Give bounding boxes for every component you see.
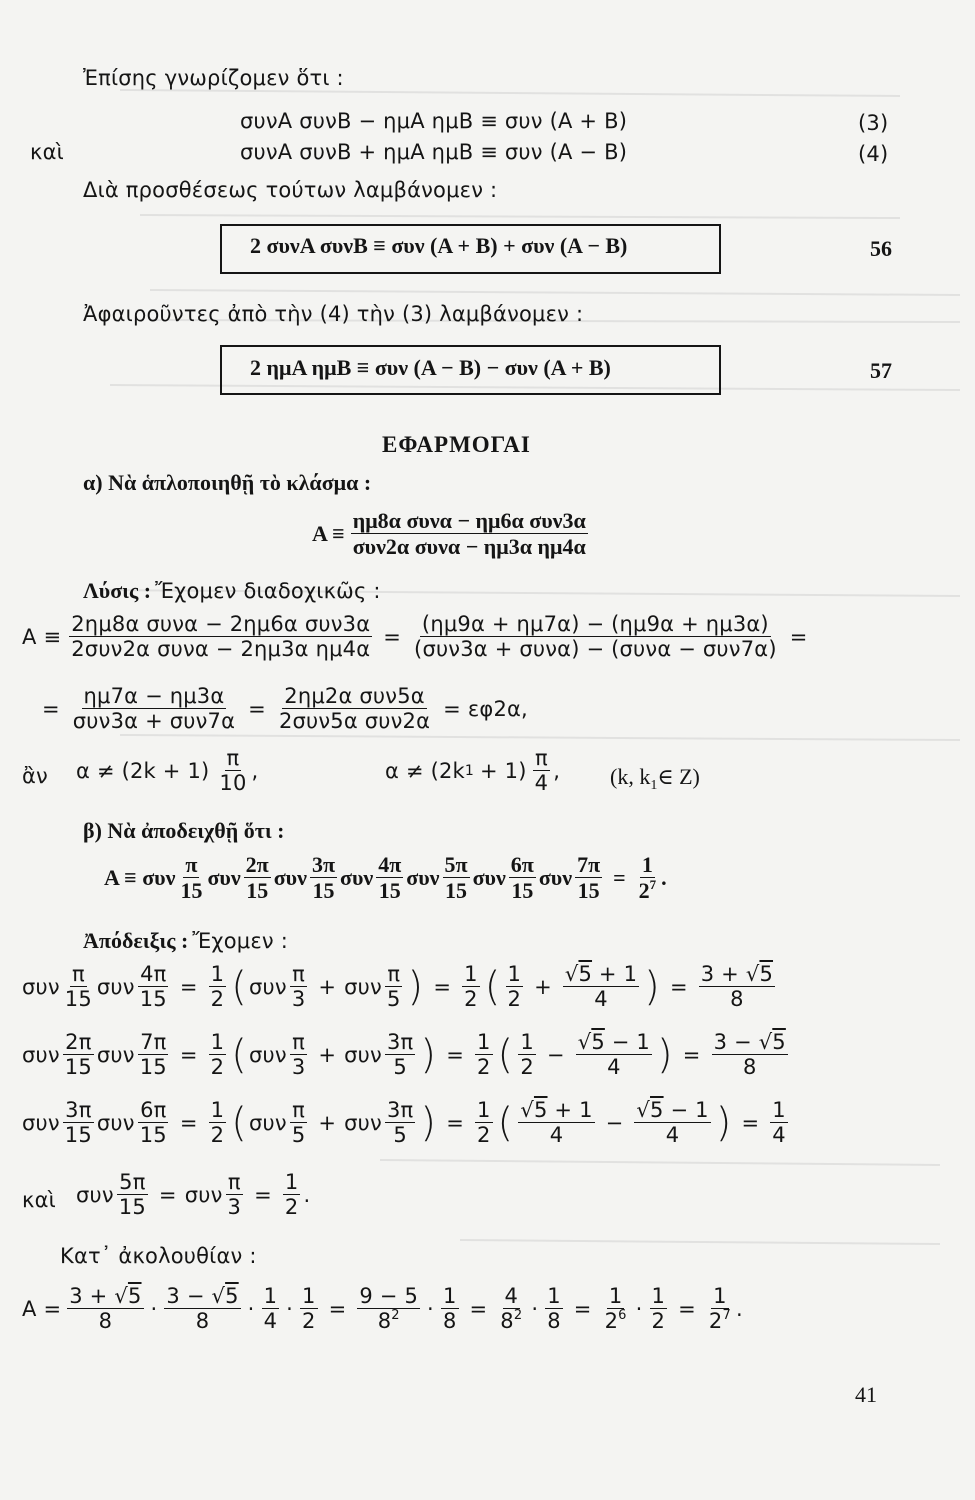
equation-number-3: (3) <box>858 111 889 135</box>
page-number: 41 <box>855 1382 877 1407</box>
a-numerator: ημ8α συνα − ημ6α συν3α <box>352 508 586 533</box>
proof-eq-1: συν $\frac{\pi}{15}$ συν $\frac{4\pi}{15}$ = $\frac{1}{2}$ ( συν $\frac{\pi}{3}$ + συν $\frac{\pi}{5}$ ) = $\frac{1}{2}$ ( $\frac{1}{2}$ + $\frac{√5 + 1}{4}$ ) = $\frac{3 + √5}{8}$ <box>22 962 774 1012</box>
step4-denominator: 2συν5α συν2α <box>278 709 431 734</box>
step3-denominator: συν3α + συν7α <box>72 709 236 734</box>
formula-number-56: 56 <box>870 236 892 261</box>
section-title: ΕΦΑΡΜΟΓΑΙ <box>382 432 531 457</box>
step1-fraction <box>69 612 372 661</box>
part-a-heading: α) Νὰ ἁπλοποιηθῇ τὸ κλάσμα : <box>83 470 372 495</box>
identity-4: συνΑ συνΒ + ημΑ ημΒ ≡ συν (Α − Β) <box>240 140 628 164</box>
an-word: ἂν <box>22 764 48 788</box>
final-product: Α = $\frac{3 + √5}{8}$ · $\frac{3 - √5}{8}$ · $\frac{1}{4}$ · $\frac{1}{2}$ = $\frac{9 - 5}{8^2}$ · $\frac{1}{8}$ = $\frac{4}{8^2}$ · $\frac{1}{8}$ = $\frac{1}{2^6}$ · $\frac{1}{2}$ = $\frac{1}{2^7}$ . <box>22 1284 743 1334</box>
condition-2: α ≠ (2k 1 + 1) $\frac{\pi}{4}$ , <box>385 746 561 796</box>
proof-label: Ἀπόδειξις : <box>83 928 189 953</box>
a-fraction <box>351 508 588 560</box>
a-lhs: Α ≡ <box>312 520 345 546</box>
equation-number-4: (4) <box>858 142 889 166</box>
step-row-1: Α ≡ $\frac{\text{2ημ8α συνα − 2ημ6α συν3α}}{\text{2συν2α συνα − 2ημ3α ημ4α}}$ = $\frac{(\eta\mu 9\alpha + \eta\mu 7\alpha) - (\eta\mu 9\alpha + \eta\mu 3\alpha)}{\text{(συν3α + συνα) − (συνα − συν7α)}}$ = <box>22 612 808 662</box>
kai-word: καὶ <box>30 140 64 164</box>
proof-text: Ἔχομεν : <box>192 929 288 953</box>
formula-57: 2 ημΑ ημΒ ≡ συν (Α − Β) − συν (Α + Β) <box>250 355 611 380</box>
step1-denominator: 2συν2α συνα − 2ημ3α ημ4α <box>71 637 371 662</box>
step-row-2: = $\frac{\eta\mu 7\alpha - \eta\mu 3\alpha}{\text{συν3α + συν7α}}$ = $\frac{\text{2ημ2α συν5α}}{\text{2συν5α συν2α}}$ = εφ2α, <box>42 684 528 734</box>
proof-eq-4: συν $\frac{5\pi}{15}$ = συν $\frac{\pi}{3}$ = $\frac{1}{2}$ . <box>76 1170 311 1220</box>
step4-numerator: 2ημ2α συν5α <box>284 684 425 708</box>
identity-3: συνΑ συνΒ − ημΑ ημΒ ≡ συν (Α + Β) <box>240 109 628 133</box>
proof-eq-2: συν $\frac{2\pi}{15}$ συν $\frac{7\pi}{15}$ = $\frac{1}{2}$ ( συν $\frac{\pi}{3}$ + συν $\frac{3\pi}{5}$ ) = $\frac{1}{2}$ ( $\frac{1}{2}$ − $\frac{√5 - 1}{4}$ ) = $\frac{3 - √5}{8}$ <box>22 1030 786 1080</box>
condition-1: α ≠ (2k + 1) $\frac{\pi}{10}$ , <box>76 746 259 796</box>
step3-fraction <box>71 684 237 733</box>
formula-56: 2 συνΑ συνΒ ≡ συν (Α + Β) + συν (Α − Β) <box>250 233 628 258</box>
proof-line <box>83 928 288 954</box>
kai-word-2: καὶ <box>22 1188 56 1212</box>
intro-line: Ἐπίσης γνωρίζομεν ὅτι : <box>83 66 344 90</box>
addition-line: Διὰ προσθέσεως τούτων λαμβάνομεν : <box>83 178 498 202</box>
lysis-line <box>83 578 381 604</box>
subtraction-line: Ἀφαιροῦντες ἀπὸ τὴν (4) τὴν (3) λαμβάνομεν : <box>83 302 584 326</box>
A-equiv-label: Α ≡ <box>22 624 62 649</box>
step3-numerator: ημ7α − ημ3α <box>83 684 225 708</box>
fraction-A-definition <box>312 508 591 560</box>
integer-condition: (k, $k_1\in$ Z) <box>610 764 700 793</box>
lysis-label: Λύσις : <box>83 578 152 603</box>
a-denominator: συν2α συνα − ημ3α ημ4α <box>352 534 586 560</box>
step1-numerator: 2ημ8α συνα − 2ημ6α συν3α <box>71 612 371 636</box>
product-statement: Α ≡ συν $\frac{\pi}{15}$ συν $\frac{2\pi}{15}$ συν $\frac{3\pi}{15}$ συν $\frac{4\pi}{15}$ συν $\frac{5\pi}{15}$ συν $\frac{6\pi}{15}$ συν $\frac{7\pi}{15}$ = $\frac{1}{2^7}$ . <box>104 852 667 904</box>
step2-numerator: (ημ9α + ημ7α) − (ημ9α + ημ3α) <box>421 612 769 636</box>
proof-eq-3: συν $\frac{3\pi}{15}$ συν $\frac{6\pi}{15}$ = $\frac{1}{2}$ ( συν $\frac{\pi}{5}$ + συν $\frac{3\pi}{5}$ ) = $\frac{1}{2}$ ( $\frac{√5 + 1}{4}$ − $\frac{√5 - 1}{4}$ ) = $\frac{1}{4}$ <box>22 1098 786 1148</box>
step2-denominator: (συν3α + συνα) − (συνα − συν7α) <box>414 637 777 662</box>
part-b-heading: β) Νὰ ἀποδειχθῇ ὅτι : <box>83 818 285 843</box>
lysis-text: Ἔχομεν διαδοχικῶς : <box>155 579 381 603</box>
consequently-line: Κατ᾽ ἀκολουθίαν : <box>60 1244 257 1268</box>
step2-fraction <box>412 612 779 661</box>
step4-fraction <box>277 684 432 733</box>
step4-result: = εφ2α, <box>443 696 528 721</box>
formula-number-57: 57 <box>870 358 892 383</box>
